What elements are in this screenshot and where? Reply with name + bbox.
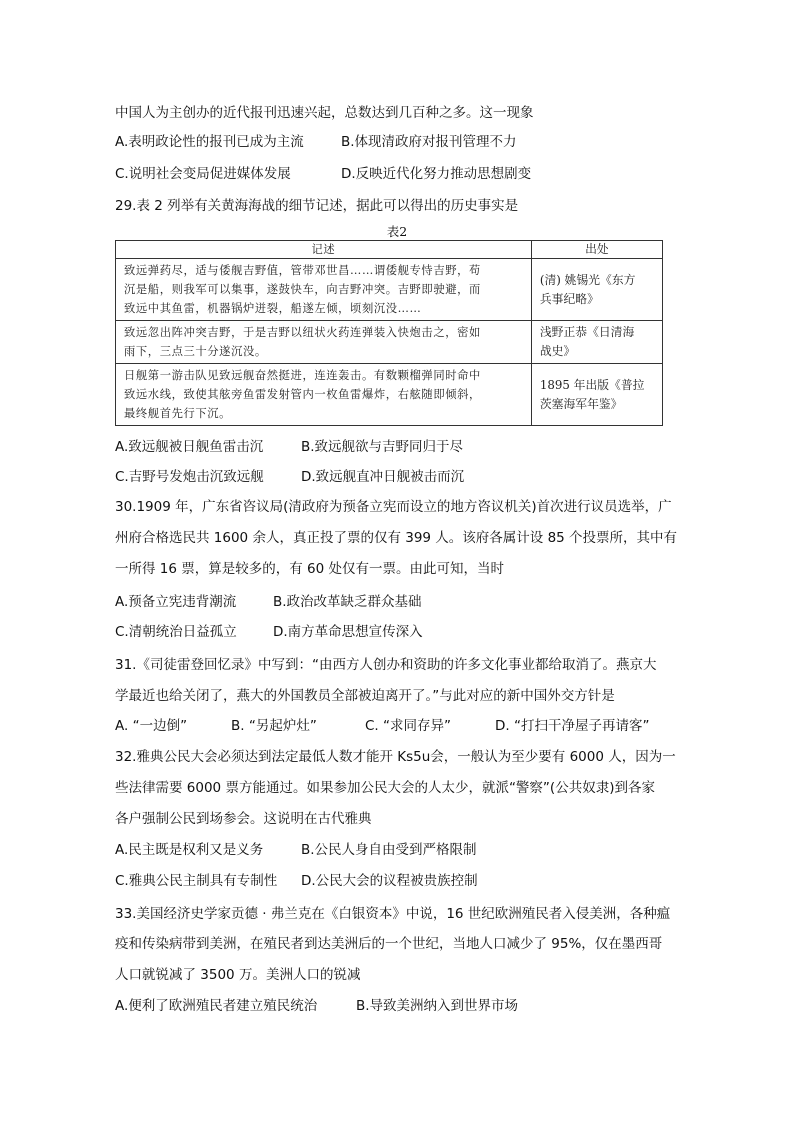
table2-cell-source bbox=[531, 259, 662, 321]
q31-stem-line2: 学最近也给关闭了，燕大的外国教员全部被迫离开了。”与此对应的新中国外交方针是 bbox=[115, 688, 615, 704]
q31-option-a[interactable]: A. “一边倒” bbox=[115, 718, 188, 734]
q30-option-a[interactable]: A.预备立宪违背潮流 bbox=[115, 594, 237, 610]
source-line: 兵事纪略》 bbox=[539, 291, 599, 306]
q30-stem-line2: 州府合格选民共 1600 余人，真正投了票的仅有 399 人。该府各属计设 85 个投票所，其中有 bbox=[115, 530, 678, 546]
table2 bbox=[115, 240, 663, 426]
source-line: (清) 姚锡光《东方 bbox=[539, 272, 636, 287]
q30-option-b[interactable]: B.政治改革缺乏群众基础 bbox=[273, 594, 422, 610]
q30-option-c[interactable]: C.清朝统治日益孤立 bbox=[115, 624, 237, 640]
table2-cell-source bbox=[531, 364, 662, 426]
table2-header-source: 出处 bbox=[531, 241, 662, 259]
q29-option-a[interactable]: A.致远舰被日舰鱼雷击沉 bbox=[115, 439, 264, 455]
q33-stem-line1: 33.美国经济史学家贡德 · 弗兰克在《白银资本》中说，16 世纪欧洲殖民者入侵美洲，各种瘟 bbox=[115, 906, 671, 922]
q33-option-a[interactable]: A.便利了欧洲殖民者建立殖民统治 bbox=[115, 998, 318, 1014]
source-line: 1895 年出版《普拉 bbox=[539, 377, 645, 392]
table2-cell-source bbox=[531, 321, 662, 364]
q29-stem: 29.表 2 列举有关黄海海战的细节记述，据此可以得出的历史事实是 bbox=[115, 198, 519, 214]
q32-option-a[interactable]: A.民主既是权利又是义务 bbox=[115, 842, 264, 858]
q28-stem-tail: 中国人为主创办的近代报刊迅速兴起，总数达到几百种之多。这一现象 bbox=[115, 105, 534, 121]
table-row bbox=[116, 259, 663, 321]
q31-stem-line1: 31.《司徒雷登回忆录》中写到：“由西方人创办和资助的许多文化事业都给取消了。燕京大 bbox=[115, 657, 657, 673]
record-line: 致远中其鱼雷，机器锅炉迸裂，船遂左倾，顷刻沉没…… bbox=[124, 302, 422, 315]
record-line: 致远水线，致使其舷旁鱼雷发射管内一枚鱼雷爆炸，右舷随即倾斜， bbox=[124, 388, 481, 401]
table2-cell-record bbox=[116, 321, 532, 364]
record-line: 致远弹药尽，适与倭舰吉野值，管带邓世昌……谓倭舰专恃吉野，苟 bbox=[124, 264, 481, 277]
q28-option-a[interactable]: A.表明政论性的报刊已成为主流 bbox=[115, 134, 304, 150]
record-line: 雨下，三点三十分遂沉没。 bbox=[124, 345, 267, 358]
q31-option-d[interactable]: D. “打扫干净屋子再请客” bbox=[495, 718, 650, 734]
q31-option-c[interactable]: C. “求同存异” bbox=[365, 718, 451, 734]
q28-option-c[interactable]: C.说明社会变局促进媒体发展 bbox=[115, 166, 291, 182]
q29-option-c[interactable]: C.吉野号发炮击沉致远舰 bbox=[115, 469, 264, 485]
record-line: 最终舰首先行下沉。 bbox=[124, 407, 232, 420]
record-line: 沉是船，则我军可以集事，遂鼓快车，向吉野冲突。吉野即驶避，而 bbox=[124, 283, 481, 296]
table-row bbox=[116, 364, 663, 426]
record-line: 日舰第一游击队见致远舰奋然挺进，连连轰击。有数颗榴弹同时命中 bbox=[124, 369, 481, 382]
q33-stem-line3: 人口就锐减了 3500 万。美洲人口的锐减 bbox=[115, 967, 361, 983]
q31-option-b[interactable]: B. “另起炉灶” bbox=[231, 718, 317, 734]
q29-option-b[interactable]: B.致远舰欲与吉野同归于尽 bbox=[301, 439, 464, 455]
q29-option-d[interactable]: D.致远舰直冲日舰被击而沉 bbox=[301, 469, 465, 485]
q33-stem-line2: 疫和传染病带到美洲，在殖民者到达美洲后的一个世纪，当地人口减少了 95%，仅在墨西哥 bbox=[115, 936, 663, 952]
table2-header-record: 记述 bbox=[116, 241, 532, 259]
source-line: 浅野正恭《日清海 bbox=[539, 325, 635, 339]
q30-stem-line3: 一所得 16 票，算是较多的，有 60 处仅有一票。由此可知，当时 bbox=[115, 561, 505, 577]
q28-option-b[interactable]: B.体现清政府对报刊管理不力 bbox=[341, 134, 517, 150]
q32-stem-line3: 各户强制公民到场参会。这说明在古代雅典 bbox=[115, 811, 372, 827]
record-line: 致远忽出阵冲突吉野，于是吉野以纽状火药连弹装入快炮击之，密如 bbox=[124, 326, 481, 339]
q28-option-d[interactable]: D.反映近代化努力推动思想剧变 bbox=[341, 166, 532, 182]
source-line: 战史》 bbox=[539, 344, 576, 358]
q32-option-d[interactable]: D.公民大会的议程被贵族控制 bbox=[301, 873, 478, 889]
q32-option-c[interactable]: C.雅典公民主制具有专制性 bbox=[115, 873, 278, 889]
table2-cell-record bbox=[116, 259, 532, 321]
table2-cell-record bbox=[116, 364, 532, 426]
table2-header-row bbox=[116, 241, 663, 259]
q30-option-d[interactable]: D.南方革命思想宣传深入 bbox=[273, 624, 423, 640]
q33-option-b[interactable]: B.导致美洲纳入到世界市场 bbox=[356, 998, 519, 1014]
table-row bbox=[116, 321, 663, 364]
q32-option-b[interactable]: B.公民人身自由受到严格限制 bbox=[301, 842, 477, 858]
table2-caption: 表2 bbox=[386, 224, 408, 239]
source-line: 茨塞海军年鉴》 bbox=[539, 396, 623, 411]
q30-stem-line1: 30.1909 年，广东省咨议局(清政府为预备立宪而设立的地方咨议机关)首次进行议员选举，广 bbox=[115, 499, 672, 515]
q32-stem-line2: 些法律需要 6000 票方能通过。如果参加公民大会的人太少，就派“警察”(公共奴隶)到各家 bbox=[115, 780, 655, 796]
q32-stem-line1: 32.雅典公民大会必须达到法定最低人数才能开 Ks5u会，一般认为至少要有 6000 人，因为一 bbox=[115, 749, 676, 765]
